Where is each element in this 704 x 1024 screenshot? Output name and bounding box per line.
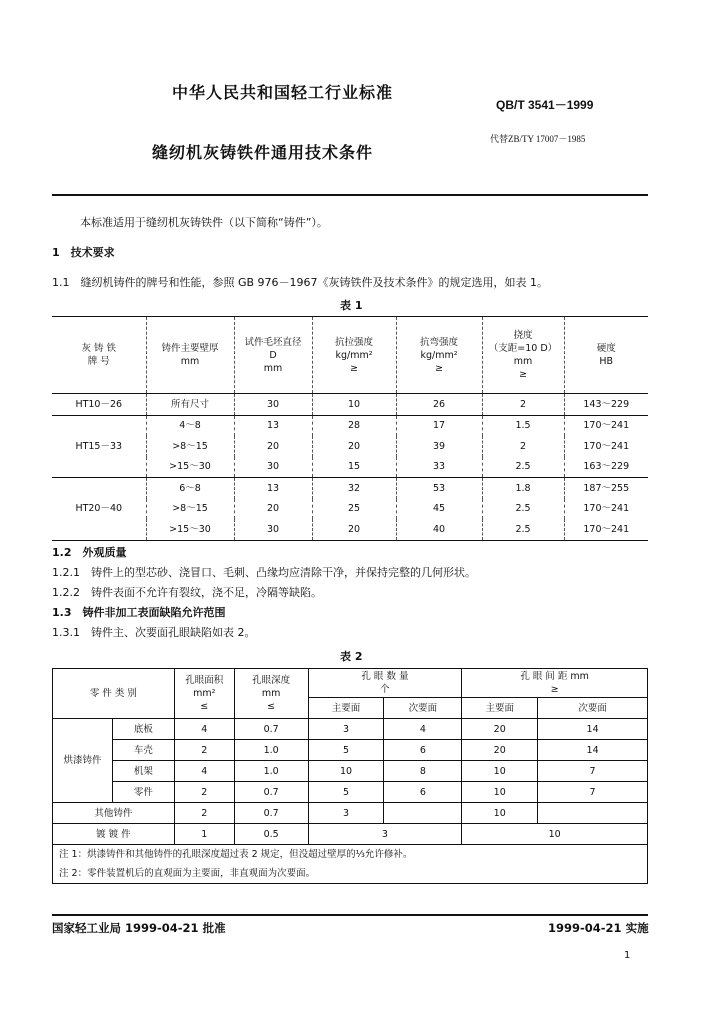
hole-count-header [308,669,462,698]
table-cell: 28 [312,415,396,436]
defl-header-line1: 挠度 [513,330,533,341]
table-cell: 2 [174,740,234,761]
clause-1-2: 1.2 外观质量 [52,546,127,559]
table-row [53,719,648,740]
area-header-line3: ≤ [200,701,209,712]
defl-header-line4: ≥ [519,369,527,380]
table-cell: 4 [174,761,234,782]
table-cell: 2 [174,803,234,824]
effective-date-line: 1999-04-21 实施 [548,921,649,935]
table-cell: 170～241 [564,415,648,436]
page-number: 1 [624,950,631,961]
table-cell: 2 [482,436,564,457]
table-cell: 2 [174,782,234,803]
table-cell: 10 [462,761,538,782]
table-cell: 10 [462,782,538,803]
table-cell: 25 [312,499,396,520]
hole-depth-header [234,669,308,719]
table-cell: 40 [396,519,482,540]
table-cell: 30 [234,519,312,540]
spacing-header-line2: ≥ [550,684,559,695]
bs-header-line3: ≥ [435,362,443,374]
intro-paragraph: 本标准适用于缝纫机灰铸铁件（以下简称“铸件”）。 [80,216,328,229]
table-cell: 170～241 [564,519,648,540]
table-cell: 3 [308,719,384,740]
table-cell: 2.5 [482,499,564,520]
spacing-main-surface-header: 主要面 [462,698,538,719]
hard-header-line1: 硬度 [596,343,616,354]
baked-paint-group-cell: 烘漆铸件 [53,719,113,803]
table-cell: 7 [538,782,648,803]
table-cell: 20 [234,499,312,520]
footer-rule [52,914,648,916]
other-castings-cell: 其他铸件 [53,803,175,824]
table-cell: 1 [174,824,234,845]
table-cell: 45 [396,499,482,520]
table-note-row [53,864,648,884]
table-cell: 4 [384,719,462,740]
hard-header-line2: HB [599,356,614,367]
table-cell: 3 [308,824,462,845]
col-hardness [564,317,648,394]
table-2-note-1: 注 1：烘漆铸件和其他铸件的孔眼深度超过表 2 规定，但没超过壁厚的⅓允许修补。 [53,845,648,865]
count-main-surface-header: 主要面 [308,698,384,719]
table-cell: 20 [462,740,538,761]
table-cell [384,803,462,824]
ts-header-line1: 抗拉强度 [334,336,373,348]
table-cell: 187～255 [564,478,648,499]
table-cell: 1.0 [234,761,308,782]
depth-header-line3: ≤ [267,701,276,712]
area-header-line2: mm² [193,688,216,699]
table-1-header-row [52,317,648,394]
table-note-row [53,845,648,865]
table-cell: 5 [308,782,384,803]
table-row [53,803,648,824]
dia-header-line1: 试件毛坯直径 [244,336,302,348]
table-cell: 机架 [112,761,174,782]
table-cell: 10 [312,394,396,416]
table-cell: >8～15 [146,499,234,520]
count-header-line2: 个 [380,684,390,695]
table-2-caption: 表 2 [340,650,363,663]
bs-header-line1: 抗弯强度 [419,336,458,348]
table-cell: 26 [396,394,482,416]
table-cell: 13 [234,478,312,499]
header-rule [52,194,648,196]
table-cell: 3 [308,803,384,824]
clause-1-1: 1.1 缝纫机铸件的牌号和性能，参照 GB 976－1967《灰铸铁件及技术条件》的规定选用，如表 1。 [52,276,549,289]
table-cell [538,803,648,824]
table-cell: >15～30 [146,457,234,478]
table-1-caption: 表 1 [340,299,363,312]
table-cell: 底板 [112,719,174,740]
table-row [53,824,648,845]
hole-area-header [174,669,234,719]
table-cell: 0.7 [234,782,308,803]
table-cell: 10 [308,761,384,782]
grade-header-line2: 牌 号 [87,356,110,367]
table-cell: 13 [234,415,312,436]
bs-header-line2: kg/mm² [420,349,458,361]
standard-code: QB/T 3541－1999 [496,98,594,112]
table-cell: 10 [462,824,648,845]
table-cell: 143～229 [564,394,648,416]
depth-header-line1: 孔眼深度 [252,675,291,686]
table-cell: 0.5 [234,824,308,845]
grade-header-line1: 灰 铸 铁 [81,343,117,354]
area-header-line1: 孔眼面积 [185,675,224,686]
table-cell: 17 [396,415,482,436]
table-1 [52,316,648,541]
approval-line: 国家轻工业局 1999-04-21 批准 [52,921,226,935]
dia-header-line3: mm [263,362,283,374]
ts-header-line2: kg/mm² [335,349,373,361]
table-row [52,415,648,436]
table-cell: 163～229 [564,457,648,478]
table-cell: 1.0 [234,740,308,761]
table-cell: 2.5 [482,457,564,478]
table-cell: 14 [538,719,648,740]
table-cell: 30 [234,394,312,416]
replaces-note: 代替ZB/TY 17007－1985 [490,134,586,144]
wall-header-line1: 铸件主要壁厚 [161,343,219,354]
count-secondary-surface-header: 次要面 [384,698,462,719]
table-cell: 39 [396,436,482,457]
table-cell: 4 [174,719,234,740]
dia-header-line2: D [269,349,277,361]
table-cell: 2 [482,394,564,416]
table-cell: 170～241 [564,499,648,520]
col-bending-strength [396,317,482,394]
table-cell: 170～241 [564,436,648,457]
table-cell: 20 [462,719,538,740]
plated-parts-cell: 镀 镀 件 [53,824,175,845]
clause-1-3-1: 1.3.1 铸件主、次要面孔眼缺陷如表 2。 [52,626,256,639]
table-cell: 20 [312,519,396,540]
clause-1-3: 1.3 铸件非加工表面缺陷允许范围 [52,606,226,619]
org-title: 中华人民共和国轻工行业标准 [172,83,394,102]
document-title: 缝纫机灰铸铁件通用技术条件 [152,143,374,162]
table-cell: 33 [396,457,482,478]
table-cell: 1.5 [482,415,564,436]
defl-header-line2: （支距=10 D） [488,343,558,354]
col-deflection [482,317,564,394]
ts-header-line3: ≥ [350,362,358,374]
table-cell: 14 [538,740,648,761]
col-tensile-strength [312,317,396,394]
table-2-header-row-1 [53,669,648,698]
table-cell: 20 [234,436,312,457]
table-cell: 0.7 [234,803,308,824]
table-cell: >8～15 [146,436,234,457]
table-cell: 53 [396,478,482,499]
table-2-note-2: 注 2：零件装置机后的直观面为主要面，非直观面为次要面。 [53,864,648,884]
table-cell: >15～30 [146,519,234,540]
col-specimen-diameter [234,317,312,394]
table-2 [52,668,648,884]
wall-header-line2: mm [180,356,200,367]
col-grade [52,317,146,394]
table-cell: 1.8 [482,478,564,499]
grade-cell: HT15－33 [52,415,146,478]
table-cell: 6～8 [146,478,234,499]
depth-header-line2: mm [261,688,281,699]
count-header-line1: 孔 眼 数 量 [361,671,409,682]
clause-1-2-1: 1.2.1 铸件上的型芯砂、浇冒口、毛刺、凸缘均应清除干净，并保持完整的几何形状。 [52,566,476,579]
grade-cell: HT20－40 [52,478,146,541]
table-row [53,761,648,782]
table-cell: 0.7 [234,719,308,740]
table-cell: 零件 [112,782,174,803]
table-cell: 20 [312,436,396,457]
table-cell: 所有尺寸 [146,394,234,416]
clause-1-2-2: 1.2.2 铸件表面不允许有裂纹，浇不足，冷隔等缺陷。 [52,586,322,599]
table-cell: 7 [538,761,648,782]
table-cell: 30 [234,457,312,478]
table-cell: 8 [384,761,462,782]
table-row [52,394,648,416]
grade-cell: HT10－26 [75,398,123,410]
section-1-heading: 1 技术要求 [52,246,115,259]
part-category-header: 零 件 类 别 [53,669,175,719]
table-cell: 32 [312,478,396,499]
table-cell: 4～8 [146,415,234,436]
table-cell: 2.5 [482,519,564,540]
table-cell: 6 [384,782,462,803]
defl-header-line3: mm [513,356,533,367]
table-row [52,478,648,499]
table-cell: 5 [308,740,384,761]
table-cell: 车壳 [112,740,174,761]
table-cell: 15 [312,457,396,478]
spacing-header-line1: 孔 眼 间 距 mm [520,671,589,682]
table-cell: 10 [462,803,538,824]
spacing-secondary-surface-header: 次要面 [538,698,648,719]
table-row [53,740,648,761]
hole-spacing-header [462,669,648,698]
table-row [53,782,648,803]
col-wall-thickness [146,317,234,394]
table-cell: 6 [384,740,462,761]
